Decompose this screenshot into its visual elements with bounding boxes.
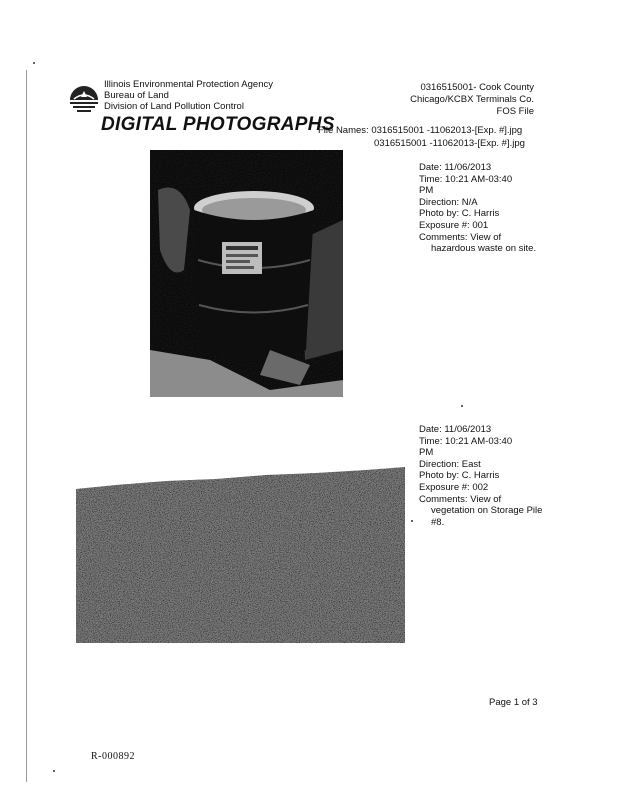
scan-edge-line bbox=[26, 70, 27, 782]
photo-vegetation-storage-pile bbox=[76, 467, 405, 643]
site-id: 0316515001- Cook County bbox=[420, 82, 534, 93]
file-name-2: 0316515001 -11062013-[Exp. #].jpg bbox=[374, 138, 525, 149]
agency-block bbox=[104, 79, 273, 112]
agency-name: Illinois Environmental Protection Agency bbox=[104, 79, 273, 90]
photo-2-photographer: Photo by: C. Harris bbox=[419, 470, 500, 482]
site-info bbox=[410, 82, 534, 118]
photo-hazardous-waste-drum bbox=[150, 150, 343, 397]
photo-1-direction: Direction: N/A bbox=[419, 196, 478, 208]
photo-2-date: Date: 11/06/2013 bbox=[419, 424, 492, 435]
file-name-1: 0316515001 -11062013-[Exp. #].jpg bbox=[371, 125, 523, 136]
photo-2-time-cont: PM bbox=[419, 447, 434, 459]
scan-speck bbox=[53, 770, 55, 772]
bates-number: R-000892 bbox=[91, 751, 135, 762]
page-number: Page 1 of 3 bbox=[489, 697, 538, 708]
photo-1-date: Date: 11/06/2013 bbox=[419, 162, 492, 173]
photo-2-details bbox=[419, 424, 544, 528]
photo-1-photographer: Photo by: C. Harris bbox=[419, 208, 500, 220]
site-name: Chicago/KCBX Terminals Co. bbox=[410, 94, 534, 105]
photo-1-time: Time: 10:21 AM-03:40 bbox=[419, 173, 513, 185]
photo-1-comments: hazardous waste on site. bbox=[431, 243, 537, 255]
photo-2-comments-label: Comments: View of bbox=[419, 493, 502, 505]
photo-2-time: Time: 10:21 AM-03:40 bbox=[419, 435, 513, 447]
photo-2-comments: vegetation on Storage Pile #8. bbox=[431, 505, 543, 528]
bureau-name: Bureau of Land bbox=[104, 90, 169, 101]
photo-1-comments-label: Comments: View of bbox=[419, 231, 502, 243]
photo-1-time-cont: PM bbox=[419, 185, 434, 197]
scan-speck bbox=[33, 62, 35, 64]
scan-speck bbox=[461, 405, 463, 407]
illinois-epa-logo bbox=[68, 84, 100, 112]
photo-1-exposure: Exposure #: 001 bbox=[419, 219, 489, 231]
file-names-label: File Names: bbox=[318, 125, 369, 136]
division-name: Division of Land Pollution Control bbox=[104, 101, 244, 112]
photo-2-exposure: Exposure #: 002 bbox=[419, 481, 489, 493]
photo-2-direction: Direction: East bbox=[419, 458, 481, 470]
photo-1-details bbox=[419, 162, 544, 255]
file-names-block bbox=[318, 124, 525, 150]
file-type: FOS File bbox=[496, 106, 534, 117]
document-title: DIGITAL PHOTOGRAPHS bbox=[101, 114, 335, 135]
scan-speck bbox=[411, 520, 413, 522]
